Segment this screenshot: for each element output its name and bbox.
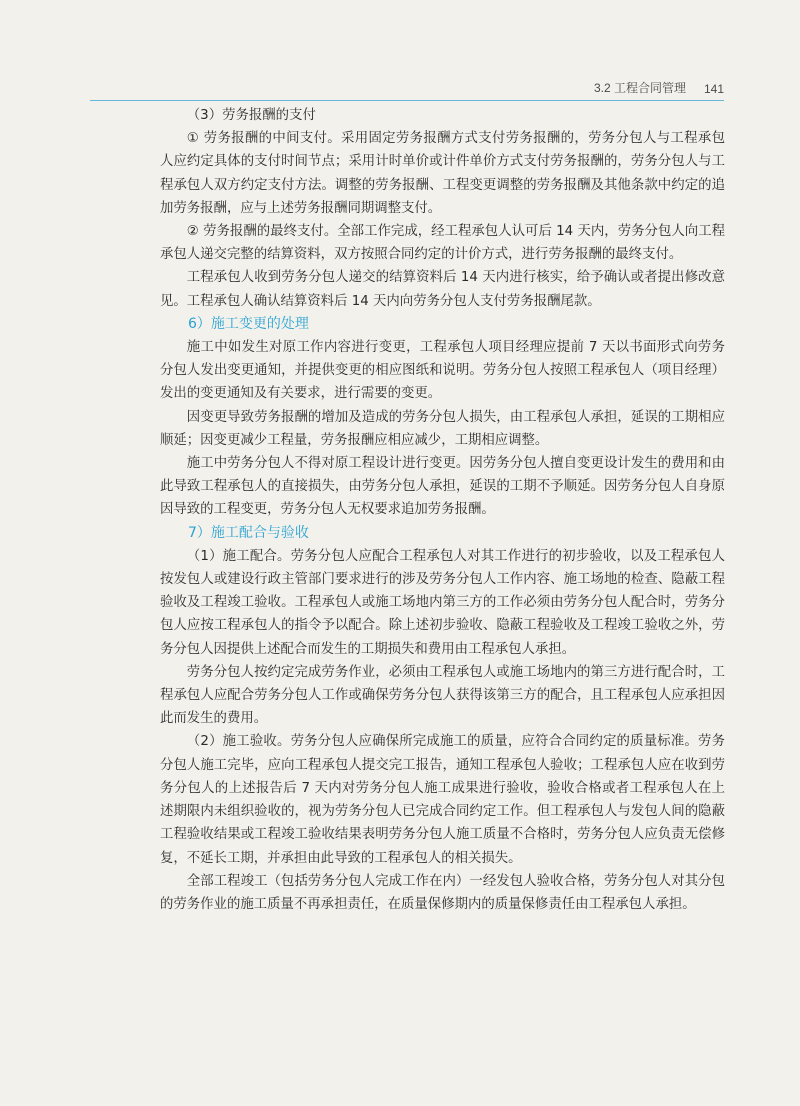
header-section-title: 3.2 工程合同管理 <box>593 81 686 95</box>
paragraph: ① 劳务报酬的中间支付。采用固定劳务报酬方式支付劳务报酬的，劳务分包人与工程承包人应约定具体的支付时间节点；采用计时单价或计件单价方式支付劳务报酬的，劳务分包人与工程承包人双方约定支付方法。调整的劳务报酬、工程变更调整的劳务报酬及其他条款中约定的追加劳务报酬，应与上述劳务报酬同期调整支付。 <box>160 131 725 216</box>
paragraph: 施工中如发生对原工作内容进行变更，工程承包人项目经理应提前 7 天以书面形式向劳务分包人发出变更通知，并提供变更的相应图纸和说明。劳务分包人按照工程承包人（项目经理）发出的变更通知及有关要求，进行需要的变更。 <box>160 340 725 402</box>
paragraph: （2）施工验收。劳务分包人应确保所完成施工的质量，应符合合同约定的质量标准。劳务分包人施工完毕，应向工程承包人提交完工报告，通知工程承包人验收；工程承包人应在收到劳务分包人的上述报告后 7 天内对劳务分包人施工成果进行验收，验收合格或者工程承包人在上述期限内未组织验收的，视为劳务分包人已完成合同约定工作。但工程承包人与发包人间的隐蔽工程验收结果或工程竣工验收结果表明劳务分包人施工质量不合格时，劳务分包人应负责无偿修复，不延长工期，并承担由此导致的工程承包人的相关损失。 <box>160 734 725 866</box>
section-heading-change-handling: 6）施工变更的处理 <box>188 315 309 332</box>
paragraph: 劳务分包人按约定完成劳务作业，必须由工程承包人或施工场地内的第三方进行配合时，工程承包人应配合劳务分包人工作或确保劳务分包人获得该第三方的配合，且工程承包人应承担因此而发生的费用。 <box>160 664 725 727</box>
section-heading-cooperation-acceptance: 7）施工配合与验收 <box>188 524 309 541</box>
body-text <box>160 104 725 916</box>
paragraph: 施工中劳务分包人不得对原工程设计进行变更。因劳务分包人擅自变更设计发生的费用和由此导致工程承包人的直接损失，由劳务分包人承担，延误的工期不予顺延。因劳务分包人自身原因导致的工程变更，劳务分包人无权要求追加劳务报酬。 <box>160 456 725 518</box>
subsection-heading-payment: （3）劳务报酬的支付 <box>186 108 316 123</box>
running-header <box>90 78 724 101</box>
page-number: 141 <box>703 82 724 96</box>
paragraph: 因变更导致劳务报酬的增加及造成的劳务分包人损失，由工程承包人承担，延误的工期相应顺延；因变更减少工程量，劳务报酬应相应减少，工期相应调整。 <box>160 409 725 448</box>
paragraph: ② 劳务报酬的最终支付。全部工作完成，经工程承包人认可后 14 天内，劳务分包人向工程承包人递交完整的结算资料，双方按照合同约定的计价方式，进行劳务报酬的最终支付。 <box>160 224 725 263</box>
paragraph: （1）施工配合。劳务分包人应配合工程承包人对其工作进行的初步验收，以及工程承包人按发包人或建设行政主管部门要求进行的涉及劳务分包人工作内容、施工场地的检查、隐蔽工程验收及工程竣工验收。工程承包人或施工场地内第三方的工作必须由劳务分包人配合时，劳务分包人应按工程承包人的指令予以配合。除上述初步验收、隐蔽工程验收及工程竣工验收之外，劳务分包人因提供上述配合而发生的工期损失和费用由工程承包人承担。 <box>160 548 725 657</box>
paragraph: 工程承包人收到劳务分包人递交的结算资料后 14 天内进行核实，给予确认或者提出修改意见。工程承包人确认结算资料后 14 天内向劳务分包人支付劳务报酬尾款。 <box>160 270 725 309</box>
paragraph: 全部工程竣工（包括劳务分包人完成工作在内）一经发包人验收合格，劳务分包人对其分包的劳务作业的施工质量不再承担责任，在质量保修期内的质量保修责任由工程承包人承担。 <box>160 873 725 912</box>
